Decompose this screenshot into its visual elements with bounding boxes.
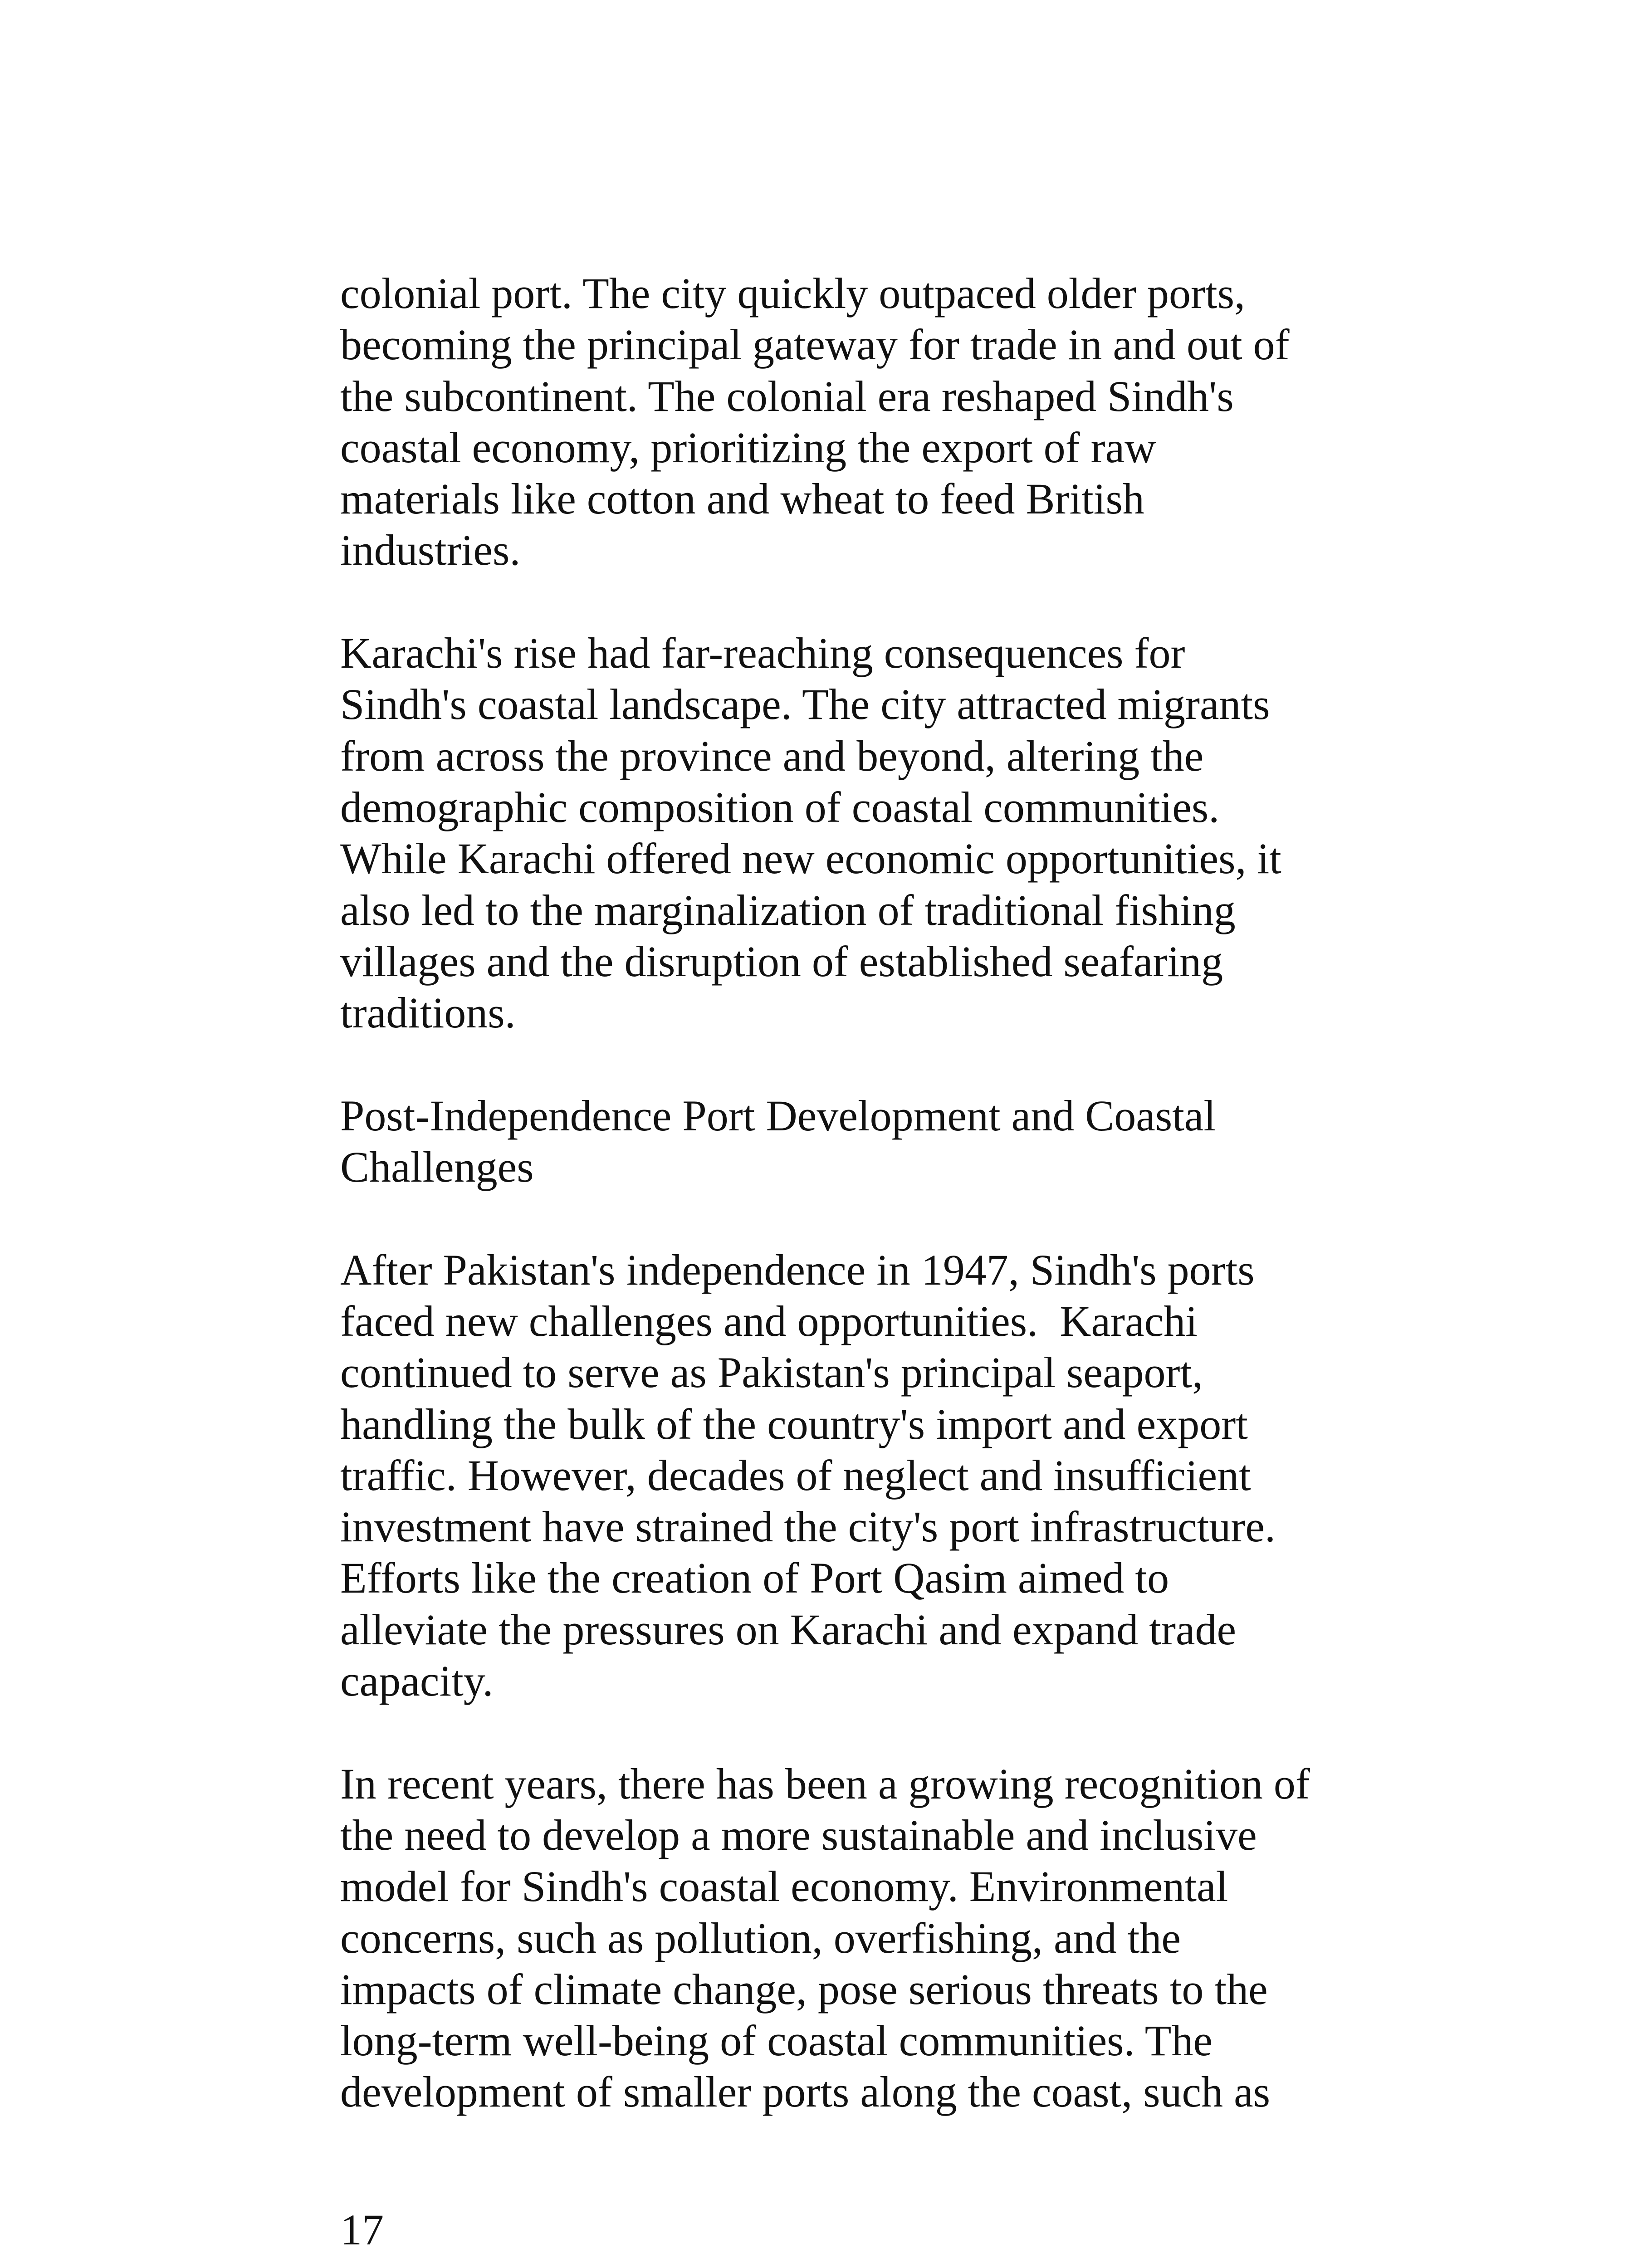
- paragraph-post-independence: [340, 1244, 1406, 1707]
- text-line: Karachi's rise had far-reaching consequences for: [340, 629, 1185, 678]
- text-line: becoming the principal gateway for trade in and out of: [340, 320, 1290, 369]
- section-heading: [340, 1090, 1406, 1193]
- text-line: demographic composition of coastal communities.: [340, 782, 1220, 831]
- text-line: colonial port. The city quickly outpaced older ports,: [340, 269, 1246, 318]
- page-number: 17: [340, 2205, 384, 2254]
- text-line: impacts of climate change, pose serious threats to the: [340, 1965, 1268, 2014]
- text-line: development of smaller ports along the coast, such as: [340, 2068, 1271, 2116]
- text-line: industries.: [340, 526, 521, 575]
- text-line: also led to the marginalization of traditional fishing: [340, 885, 1236, 934]
- text-line: continued to serve as Pakistan's principal seaport,: [340, 1348, 1203, 1397]
- text-line: Efforts like the creation of Port Qasim aimed to: [340, 1554, 1169, 1603]
- text-line: model for Sindh's coastal economy. Environmental: [340, 1862, 1228, 1911]
- text-line: materials like cotton and wheat to feed British: [340, 474, 1144, 523]
- text-line: In recent years, there has been a growing recognition of: [340, 1759, 1310, 1808]
- text-line: faced new challenges and opportunities. Karachi: [340, 1296, 1198, 1345]
- text-line: coastal economy, prioritizing the export of raw: [340, 423, 1156, 472]
- paragraph-colonial-port: [340, 268, 1406, 576]
- paragraph-recent-years: [340, 1758, 1406, 2118]
- text-line: traffic. However, decades of neglect and insufficient: [340, 1451, 1251, 1500]
- text-line: traditions.: [340, 988, 516, 1037]
- text-line: Sindh's coastal landscape. The city attracted migrants: [340, 680, 1270, 729]
- text-line: long-term well-being of coastal communities. The: [340, 2016, 1213, 2065]
- text-line: investment have strained the city's port infrastructure.: [340, 1502, 1276, 1551]
- text-line: While Karachi offered new economic opportunities, it: [340, 834, 1281, 883]
- text-line: from across the province and beyond, altering the: [340, 731, 1204, 780]
- text-line: villages and the disruption of established seafaring: [340, 937, 1223, 986]
- paragraph-karachi-rise: [340, 627, 1406, 1038]
- text-line: the need to develop a more sustainable and inclusive: [340, 1810, 1257, 1859]
- text-line: concerns, such as pollution, overfishing, and the: [340, 1913, 1181, 1962]
- text-line: handling the bulk of the country's import and export: [340, 1399, 1248, 1448]
- heading-line: Post-Independence Port Development and Coastal: [340, 1091, 1216, 1140]
- text-line: the subcontinent. The colonial era reshaped Sindh's: [340, 371, 1234, 420]
- text-column: [340, 268, 1406, 2169]
- text-line: alleviate the pressures on Karachi and expand trade: [340, 1605, 1237, 1654]
- heading-line: Challenges: [340, 1143, 534, 1192]
- text-line: After Pakistan's independence in 1947, Sindh's ports: [340, 1245, 1255, 1294]
- text-line: capacity.: [340, 1657, 494, 1706]
